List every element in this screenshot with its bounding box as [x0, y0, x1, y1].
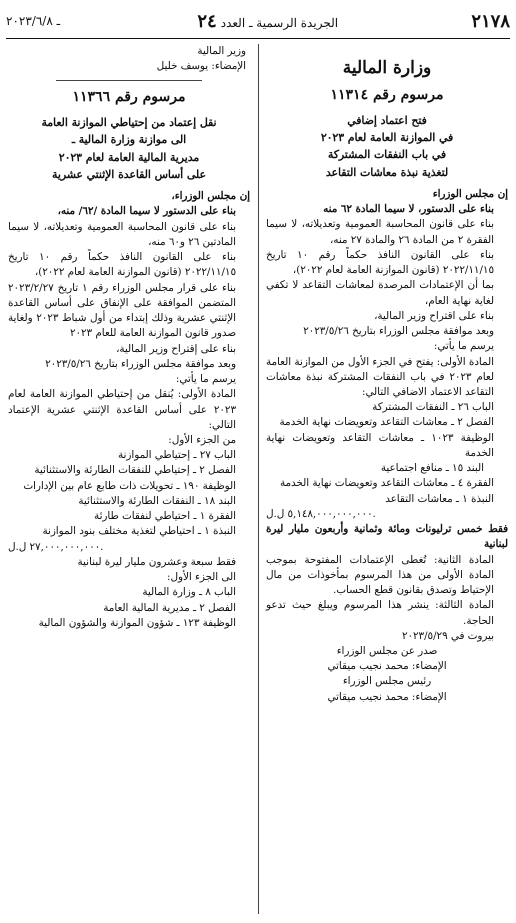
decree-number: مرسوم رقم ١١٣١٤: [330, 87, 444, 104]
preamble-line: بناء على القانون النافذ حكماً رقم ١٠ تاريخ ٢٠٢٢/١١/١٥ (قانون الموازنة العامة لعام ٢٠٢٢)،: [8, 251, 237, 279]
budget-line: الفصل ٢ ـ معاشات التقاعد وتعويضات نهاية الخدمة: [279, 416, 494, 429]
header-rule: [6, 38, 510, 39]
budget-line: الى الجزء الأول:: [167, 571, 236, 584]
preamble-line: بناء على قانون المحاسبة العمومية وتعديلاته، لا سيما الفقرة ٢ من المادة ٢٦ والمادة ٢٧ منه،: [266, 218, 494, 246]
article-2: المادة الثانية: تُغطى الإعتمادات المفتوحة بموجب المادة الأولى من هذا المرسوم بمأخوذات من مال الإحتياط وتصدق بقانون قطع الحساب.: [266, 553, 494, 597]
decree-enact: يرسم ما يأتي:: [433, 340, 494, 353]
budget-line: الباب ٨ ـ وزارة المالية: [142, 586, 236, 599]
amount-in-words: فقط خمس ترليونات ومائة وثمانية وأربعون مليار ليرة لبنانية: [266, 523, 508, 551]
right-column: [266, 44, 508, 705]
decree-number: مرسوم رقم ١١٣٦٦: [72, 89, 186, 106]
preamble-line: وبعد موافقة مجلس الوزراء بتاريخ ٢٠٢٣/٥/٢٦: [45, 357, 236, 370]
decree-title-line: مديرية المالية العامة لعام ٢٠٢٣: [58, 150, 200, 164]
budget-line: من الجزء الأول:: [168, 434, 236, 446]
budget-line: الوظيفة ١٩٠ ـ تحويلات ذات طابع عام بين الإدارات: [23, 479, 236, 492]
page-header: [6, 4, 510, 38]
preamble-line: بما أن الإعتمادات المرصدة لمعاشات التقاعد لا تكفي لغاية نهاية العام،: [266, 279, 494, 307]
page-number: ٢١٧٨: [471, 10, 510, 32]
budget-line: النبذة ١ ـ معاشات التقاعد: [385, 492, 494, 505]
article-1: المادة الأولى: يُنقل من إحتياطي الموازنة العامة لعام ٢٠٢٣ على أساس القاعدة الإثنتي عشرية الإعتماد التالي:: [8, 388, 236, 431]
budget-line: النبذة ١ ـ احتياطي لتغذية مختلف بنود الموازنة: [42, 525, 236, 538]
decree-title-line: على أساس القاعدة الإثنتي عشرية: [52, 167, 206, 181]
issued-by: صدر عن مجلس الوزراء: [336, 644, 438, 657]
column-divider: [258, 44, 259, 914]
budget-line: الباب ٢٦ ـ النفقات المشتركة: [372, 401, 494, 414]
left-column: [8, 44, 250, 631]
preamble-line: بناء على قرار مجلس الوزراء رقم ١ تاريخ ٢٠٢٣/٢/٢٧ المتضمن الموافقة على الإنفاق على أساس القاعدة الإثنتي عشرية وذلك إبتداء من أول شباط ٢٠٢٣ ولغاية صدور قانون الموازنة العامة للعام ٢٠٢٣: [8, 281, 237, 340]
decree-title-line: الى موازنة وزارة المالية ـ: [71, 133, 187, 147]
preamble-line: بناء على إقتراح وزير المالية،: [116, 342, 236, 355]
budget-line: الفقرة ١ ـ احتياطي لنفقات طارئة: [94, 510, 236, 523]
decree-title-line: لتغذية نبذة معاشات التقاعد: [325, 165, 449, 179]
issue-number: ٢٤: [197, 10, 217, 32]
preamble-line: وبعد موافقة مجلس الوزراء بتاريخ ٢٠٢٣/٥/٢٦: [303, 325, 494, 338]
minister-title: وزير المالية: [197, 45, 246, 57]
amount-in-words: فقط سبعة وعشرون مليار ليرة لبنانية: [77, 555, 236, 568]
preamble-line: إن مجلس الوزراء: [432, 187, 508, 200]
budget-line: البند ١٨ ـ النفقات الطارئة والاستثنائية: [78, 494, 236, 507]
amount: ٥,١٤٨,٠٠٠,٠٠٠,٠٠٠ ل.ل.: [266, 507, 376, 520]
budget-line: الفصل ٢ ـ إحتياطي للنفقات الطارئة والاستثنائية: [34, 464, 236, 477]
issue-date: ـ ٢٠٢٣/٦/٨: [6, 14, 61, 28]
signature: الإمضاء: محمد نجيب ميقاتي: [327, 690, 447, 703]
preamble-line: إن مجلس الوزراء،: [171, 190, 250, 203]
preamble-line: بناء على الدستور، لا سيما المادة ٦٢ منه: [323, 203, 494, 216]
decree-enact: يرسم ما يأتي:: [175, 373, 236, 386]
decree-title-line: فتح اعتماد إضافي: [347, 113, 427, 127]
gazette-issue: [193, 11, 338, 32]
signature: الإمضاء: محمد نجيب ميقاتي: [327, 660, 447, 673]
budget-line: الباب ٢٧ ـ إحتياطي الموازنة: [118, 449, 236, 462]
budget-line: البند ١٥ ـ منافع اجتماعية: [380, 462, 484, 475]
preamble-line: بناء على اقتراح وزير المالية،: [374, 309, 494, 322]
budget-line: الفصل ٢ ـ مديرية المالية العامة: [103, 601, 236, 614]
budget-line: الوظيفة ١٠٢٣ ـ معاشات التقاعد وتعويضات نهاية الخدمة: [266, 431, 494, 459]
gazette-name: الجريدة الرسمية ـ العدد: [220, 15, 339, 30]
decree-title-line: نقل إعتماد من إحتياطي الموازنة العامة: [41, 116, 217, 130]
minister-signature: الإمضاء: يوسف خليل: [156, 60, 246, 73]
preamble-line: بناء على القانون النافذ حكماً رقم ١٠ تاريخ ٢٠٢٢/١١/١٥ (قانون الموازنة العامة لعام ٢٠٢٢)،: [266, 248, 495, 277]
section-separator: [56, 80, 201, 81]
preamble-line: بناء على الدستور لا سيما المادة /٦٢/ منه،: [57, 205, 236, 218]
amount: ٢٧,٠٠٠,٠٠٠,٠٠٠ ل.ل.: [8, 540, 104, 553]
ministry-title: وزارة المالية: [342, 58, 432, 78]
budget-line: الوظيفة ١٢٣ ـ شؤون الموازنة والشؤون المالية: [38, 616, 236, 629]
preamble-line: بناء على قانون المحاسبة العمومية وتعديلاته، لا سيما المادتين ٢٦ و٦٠ منه،: [8, 220, 236, 248]
article-1: المادة الأولى: يفتح في الجزء الأول من الموازنة العامة لعام ٢٠٢٣ في باب النفقات المشتركة نبذة معاشات التقاعد الاعتماد الاضافي التالي:: [266, 355, 494, 398]
decree-title-line: في الموازنة العامة لعام ٢٠٢٣: [320, 131, 454, 145]
decree-title-line: في باب النفقات المشتركة: [327, 148, 447, 162]
article-3: المادة الثالثة: ينشر هذا المرسوم ويبلغ حيث تدعو الحاجة.: [266, 599, 494, 627]
place-date: بيروت في ٢٠٢٣/٥/٢٩: [401, 629, 494, 642]
budget-line: الفقرة ٤ ـ معاشات التقاعد وتعويضات نهاية الخدمة: [279, 477, 494, 490]
signatory-title: رئيس مجلس الوزراء: [342, 675, 432, 688]
